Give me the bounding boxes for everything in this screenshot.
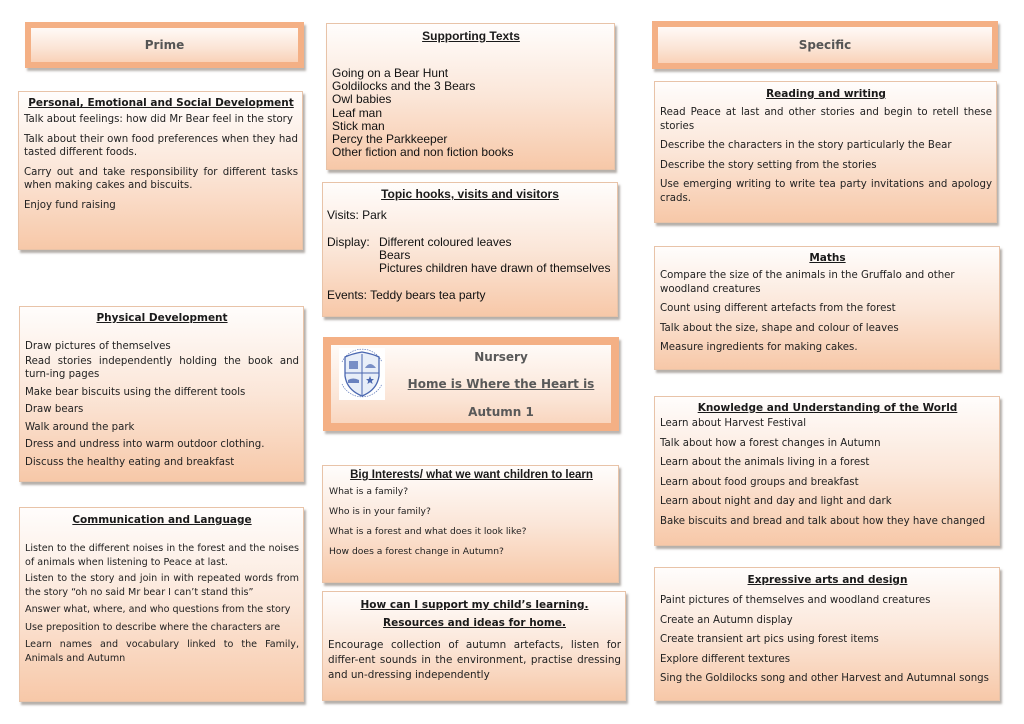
events-line: Events: Teddy bears tea party	[327, 288, 486, 302]
display-item: Different coloured leaves	[379, 235, 512, 249]
physical-title: Physical Development	[96, 312, 228, 324]
big-interests-list	[329, 486, 614, 558]
display-item: Bears	[379, 248, 411, 262]
list-item: Encourage collection of autumn artefacts, listen for differ-ent sounds in the environment, practise dressing and un-dressing independently	[328, 639, 621, 681]
list-item: Create transient art pics using forest items	[660, 634, 879, 645]
big-interests-box	[322, 465, 619, 583]
expressive-arts-box	[654, 567, 1000, 701]
list-item: Use preposition to describe where the characters are	[25, 621, 281, 633]
list-item: Percy the Parkkeeper	[332, 132, 448, 147]
physical-list	[25, 340, 299, 469]
knowledge-world-list	[660, 417, 995, 528]
list-item: Discuss the healthy eating and breakfast	[25, 456, 235, 468]
list-item: Learn about Harvest Festival	[660, 418, 807, 429]
nursery-title-box	[323, 337, 619, 431]
list-item: Learn about the animals living in a forest	[660, 457, 870, 468]
expressive-arts-title: Expressive arts and design	[747, 574, 908, 586]
communication-title: Communication and Language	[72, 514, 252, 526]
supporting-texts-box	[326, 23, 615, 170]
list-item: Talk about the size, shape and colour of leaves	[660, 322, 899, 334]
list-item: Walk around the park	[25, 421, 135, 433]
list-item: Explore different textures	[660, 653, 791, 665]
list-item: Other fiction and non fiction books	[332, 145, 514, 160]
list-item: Count using different artefacts from the forest	[660, 303, 896, 314]
list-item: Describe the characters in the story particularly the Bear	[660, 140, 952, 151]
specific-header-label: Specific	[798, 38, 852, 52]
big-interests-title: Big Interests/ what we want children to learn	[350, 469, 593, 481]
list-item: Talk about how a forest changes in Autumn	[660, 437, 881, 449]
list-item: Bake biscuits and bread and talk about how they have changed	[660, 515, 986, 527]
list-item: Listen to the story and join in with repeated words from the story “oh no said Mr bear I can’t stand this”	[25, 573, 299, 598]
list-item: Answer what, where, and who questions from the story	[25, 604, 291, 615]
list-item: Owl babies	[332, 92, 392, 107]
psed-list	[24, 113, 298, 212]
display-section	[327, 236, 613, 275]
list-item: What is a family?	[329, 486, 409, 497]
reading-writing-list	[660, 106, 992, 205]
list-item: Draw bears	[25, 404, 84, 415]
supporting-texts-list	[332, 67, 610, 159]
psed-box	[18, 91, 303, 250]
list-item: Compare the size of the animals in the Gruffalo and other woodland creatures	[660, 270, 955, 295]
topic-title: Home is Where the Heart is	[407, 377, 595, 391]
reading-writing-box	[654, 81, 997, 223]
physical-development-box	[19, 306, 304, 482]
maths-box	[654, 246, 1000, 370]
list-item: Going on a Bear Hunt	[332, 66, 449, 80]
list-item: Create an Autumn display	[660, 614, 793, 626]
display-label: Display:	[327, 235, 370, 249]
prime-header-label: Prime	[144, 38, 185, 52]
home-support-list	[328, 638, 621, 683]
knowledge-world-title: Knowledge and Understanding of the World	[697, 402, 958, 414]
communication-language-box	[19, 507, 304, 702]
prime-header	[25, 22, 304, 68]
list-item: Measure ingredients for making cakes.	[660, 342, 858, 353]
psed-title: Personal, Emotional and Social Development	[28, 97, 294, 109]
list-item: Enjoy fund raising	[24, 199, 116, 211]
home-support-box	[322, 591, 626, 701]
list-item: Describe the story setting from the stories	[660, 159, 877, 171]
class-name: Nursery	[474, 350, 528, 364]
home-support-title: How can I support my child’s learning. Resources and ideas for home.	[360, 599, 589, 629]
list-item: Paint pictures of themselves and woodland creatures	[660, 595, 931, 606]
maths-title: Maths	[809, 252, 846, 264]
list-item: Read stories independently holding the book and turn-ing pages	[25, 355, 299, 380]
list-item: Goldilocks and the 3 Bears	[332, 79, 476, 94]
list-item: Make bear biscuits using the different tools	[25, 386, 246, 398]
expressive-arts-list	[660, 594, 995, 686]
list-item: Listen to the different noises in the forest and the noises of animals when listening to Peace at last.	[25, 543, 299, 568]
communication-list	[25, 542, 299, 665]
list-item: Leaf man	[332, 105, 383, 120]
list-item: Talk about feelings: how did Mr Bear feel in the story	[24, 114, 293, 125]
list-item: Sing the Goldilocks song and other Harvest and Autumnal songs	[660, 673, 989, 684]
knowledge-world-box	[654, 396, 1000, 546]
list-item: Talk about their own food preferences when they had tasted different foods.	[24, 133, 298, 158]
term-label: Autumn 1	[468, 405, 534, 419]
topic-hooks-title: Topic hooks, visits and visitors	[381, 187, 559, 201]
display-items	[379, 236, 610, 275]
list-item: Learn about food groups and breakfast	[660, 476, 859, 488]
maths-list	[660, 269, 995, 355]
list-item: What is a forest and what does it look like?	[329, 526, 527, 537]
list-item: Use emerging writing to write tea party invitations and apology crads.	[660, 179, 992, 204]
display-item: Pictures children have drawn of themselves	[379, 261, 611, 275]
list-item: Who is in your family?	[329, 506, 431, 517]
list-item: How does a forest change in Autumn?	[329, 546, 504, 557]
school-crest-icon	[339, 348, 385, 400]
school-logo	[339, 348, 385, 400]
reading-writing-title: Reading and writing	[766, 88, 886, 100]
list-item: Learn names and vocabulary linked to the Family, Animals and Autumn	[25, 639, 299, 664]
list-item: Dress and undress into warm outdoor clothing.	[25, 439, 265, 450]
visits-line: Visits: Park	[327, 208, 387, 222]
list-item: Read Peace at last and other stories and begin to retell these stories	[660, 107, 992, 132]
topic-hooks-box	[322, 182, 618, 317]
list-item: Carry out and take responsibility for different tasks when making cakes and biscuits.	[24, 166, 298, 191]
specific-header	[652, 21, 998, 69]
supporting-texts-title: Supporting Texts	[422, 29, 520, 43]
list-item: Stick man	[332, 118, 385, 133]
list-item: Draw pictures of themselves	[25, 341, 171, 352]
list-item: Learn about night and day and light and dark	[660, 496, 892, 507]
